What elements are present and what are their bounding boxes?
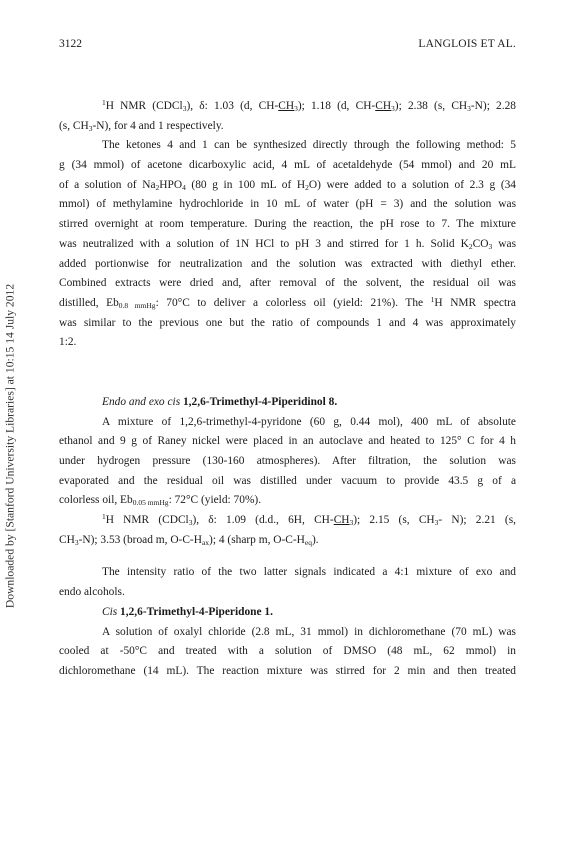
synthesis-paragraph: The ketones 4 and 1 can be synthesized directly through the following method: 5 g (34 mmol) of acetone dicarboxylic acid, 4 mL of acetaldehyde (54 mmol) and 20 mL of a solution of $Na_2HPO_4$ (80 g in 100 mL of $H_2O$) were added to a solution of 2.3 g (34 mmol) of methylamine hydrochloride in 10 mL of water (pH = 3) and the solution was stirred overnight at room temperature. During the reaction, the pH rose to 7. The mixture was neutralized with a solution of 1N HCl to pH 3 and stirred for 1 h. Solid $K_2CO_3$ was added portionwise for neutralization and the solution was extracted with diethyl ether. Combined extracts were dried and, after removal of the solvent, the residual oil was distilled, $Eb_{0.8 mmHg}$: 70°C to deliver a colorless oil (yield: 21%). The $^1$H NMR spectra was similar to the previous one but the ratio of compounds 1 and 4 was approximately 1:2. bbox=[59, 139, 516, 349]
article-body bbox=[59, 97, 516, 682]
running-head: LANGLOIS ET AL. bbox=[418, 38, 516, 50]
section-heading-piperidone: Cis 1,2,6-Trimethyl-4-Piperidone 1. bbox=[102, 605, 273, 618]
page-number: 3122 bbox=[59, 38, 82, 50]
piperidinol-nmr-paragraph: $^1$H NMR (CDCl$_3$), δ: 1.09 (d.d., 6H, $CH-CH_3$); 2.15 (s, $CH_3-$ N); 2.21 (s, $CH_3-N$); 3.53 (broad m, $O-C-H_{ax}$); 4 (sharp m, $O-C-H_{eq}$). bbox=[59, 512, 516, 547]
nmr-data-paragraph: $^1$H NMR (CDCl$_3$), δ: 1.03 (d, $CH-CH_3$); 1.18 (d, $CH-CH_3$); 2.38 (s, $CH_3-N$); 2.28 (s, $CH_3-N$), for 4 and 1 respectively. bbox=[59, 98, 516, 133]
download-notice: Downloaded by [Stanford University Libraries] at 10:15 14 July 2012 bbox=[3, 283, 17, 609]
hydrogenation-paragraph: A mixture of 1,2,6-trimethyl-4-pyridone (60 g, 0.44 mol), 400 mL of absolute ethanol and 9 g of Raney nickel were placed in an autoclave and heated to 125° C for 4 h under hydrogen pressure (130-160 atmospheres). After filtration, the solution was evaporated and the residual oil was distilled under vacuum to provide 43.5 g of a colorless oil, $Eb_{0.05 mmHg}$: 72°C (yield: 70%). bbox=[59, 415, 516, 508]
download-watermark bbox=[0, 0, 20, 864]
oxidation-paragraph: A solution of oxalyl chloride (2.8 mL, 31 mmol) in dichloromethane (70 mL) was cooled at -50°C and treated with a solution of DMSO (48 mL, 62 mmol) in dichloromethane (14 mL). The reaction mixture was stirred for 2 min and then treated bbox=[59, 625, 516, 677]
ratio-paragraph: The intensity ratio of the two latter signals indicated a 4:1 mixture of exo and endo alcohols. bbox=[59, 566, 516, 599]
section-heading-piperidinol: Endo and exo cis 1,2,6-Trimethyl-4-Piperidinol 8. bbox=[102, 395, 338, 408]
